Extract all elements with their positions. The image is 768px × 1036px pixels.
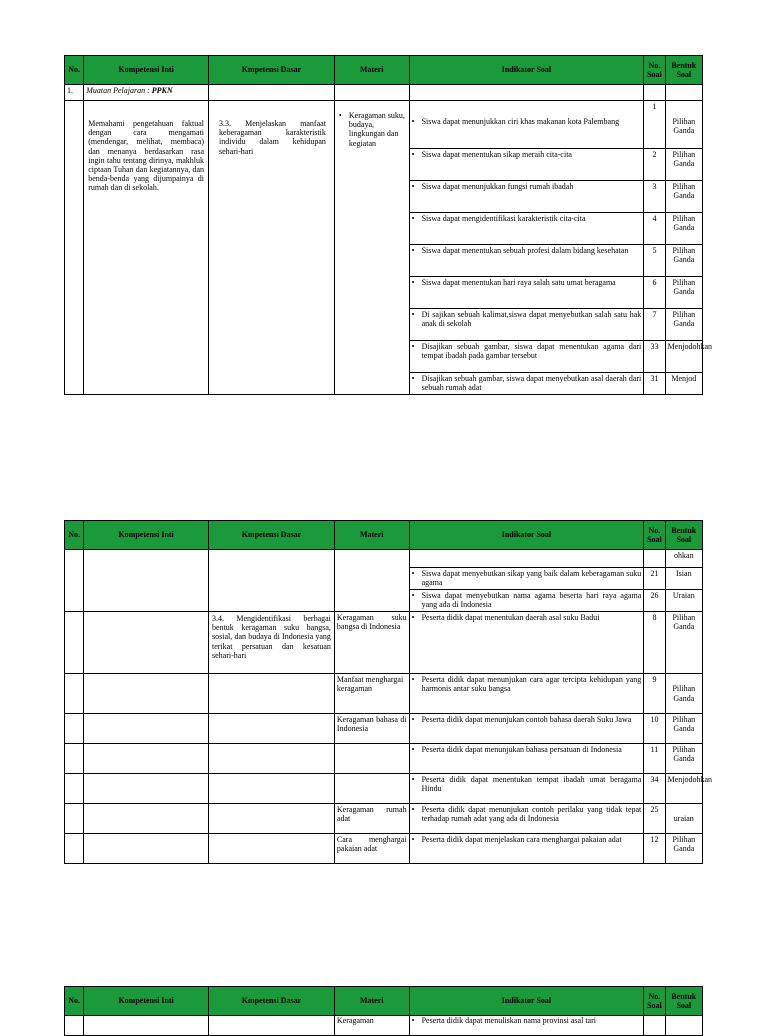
bentuk-soal: Pilihan Ganda (665, 277, 702, 309)
bentuk-soal: Pilihan Ganda (665, 213, 702, 245)
header-materi: Materi (334, 987, 409, 1016)
bentuk-soal: Pilihan Ganda (665, 309, 702, 341)
indikator-cell: • Peserta didik dapat menentukan tempat ibadah umat beragama Hindu (409, 774, 644, 804)
muatan-subject: PPKN (151, 86, 173, 95)
kompetensi-dasar-text: 3.4. Mengidentifikasi berbagai bentuk keragaman suku bangsa, sosial, dan budaya di Indonesia yang terikat persatuan dan kesatuan sehari-hari (209, 612, 335, 674)
table-row (65, 674, 703, 714)
indikator-cell: • Peserta didik dapat menunjukan contoh perilaku yang tidak tepat terhadap rumah adat yang ada di Indonesia (409, 804, 644, 834)
table-row (65, 744, 703, 774)
materi-text: Keragaman bahasa di Indonesia (334, 714, 409, 744)
bentuk-soal: Menjod (665, 373, 702, 395)
no-soal: 31 (644, 373, 665, 395)
indikator-cell: • Peserta didik dapat menentukan daerah asal suku Badui (409, 612, 644, 674)
table-row (65, 101, 703, 149)
header-materi: Materi (334, 56, 409, 85)
bentuk-soal: Pilihan Ganda (665, 101, 702, 149)
header-indikator-soal: Indikator Soal (409, 521, 644, 550)
bentuk-soal: uraian (665, 804, 702, 834)
header-indikator-soal: Indikator Soal (409, 56, 644, 85)
no-soal: 2 (644, 149, 665, 181)
materi-text: Keragaman rumah adat (334, 804, 409, 834)
indikator-cell: • Peserta didik dapat menunjukan contoh bahasa daerah Suku Jawa (409, 714, 644, 744)
no-soal: 6 (644, 277, 665, 309)
bentuk-soal: Pilihan Ganda (665, 181, 702, 213)
table-row (65, 774, 703, 804)
indikator-cell: • Disajikan sebuah gambar, siswa dapat menentukan agama dari tempat ibadah pada gambar tersebut (409, 341, 644, 373)
materi-text: Keragaman suku bangsa di Indonesia (334, 612, 409, 674)
indikator-cell: • Siswa dapat menentukan hari raya salah satu umat beragama (409, 277, 644, 309)
materi-text: Cara menghargai pakaian adat (334, 834, 409, 864)
bentuk-soal: Isian (665, 568, 702, 590)
materi-text (334, 744, 409, 774)
bentuk-soal: Uraian (665, 590, 702, 612)
table-row (65, 612, 703, 674)
header-no: No. (65, 56, 84, 85)
kompetensi-inti-text: Memahami pengetahuan faktual dengan cara mengamati (mendengar, melihat, membaca) dan menanya berdasarkan rasa ingin tahu tentang dirinya, makhluk ciptaan Tuhan dan kegiatannya, dan benda-benda yang dijumpainya di rumah dan di sekolah. (84, 101, 209, 395)
header-no-soal: No. Soal (644, 56, 665, 85)
no-soal: 4 (644, 213, 665, 245)
no-soal: 10 (644, 714, 665, 744)
bentuk-soal: Pilihan Ganda (665, 714, 702, 744)
bentuk-soal: Menjodohkan (665, 774, 702, 804)
no-soal: 9 (644, 674, 665, 714)
table-row (65, 804, 703, 834)
indikator-cell: • Siswa dapat menunjukkan ciri khas makanan kota Palembang (409, 101, 644, 149)
table-row (65, 1016, 703, 1036)
no-soal: 26 (644, 590, 665, 612)
header-kompetensi-inti: Kompetensi Inti (84, 56, 209, 85)
bentuk-soal: Pilihan Ganda (665, 245, 702, 277)
no-soal: 33 (644, 341, 665, 373)
header-no-soal: No. Soal (644, 521, 665, 550)
no-soal: 34 (644, 774, 665, 804)
no-soal: 1 (644, 101, 665, 149)
header-no: No. (65, 987, 84, 1016)
header-no: No. (65, 521, 84, 550)
bentuk-soal: Pilihan Ganda (665, 612, 702, 674)
indikator-cell: • Peserta didik dapat menunjukan cara agar tercipta kehidupan yang harmonis antar suku bangsa (409, 674, 644, 714)
header-kompetensi-inti: Kompetensi Inti (84, 987, 209, 1016)
indikator-cell: • Siswa dapat menunjukkan fungsi rumah ibadah (409, 181, 644, 213)
table-header-row (65, 987, 703, 1016)
kisi-kisi-table-3 (64, 986, 703, 1036)
kompetensi-dasar-text: 3.3. Menjelaskan manfaat keberagaman karakteristik individu dalam kehidupan sehari-hari (209, 101, 335, 395)
no-soal: 8 (644, 612, 665, 674)
materi-item: • Keragaman suku, budaya, lingkungan dan kegiatan (338, 111, 405, 148)
table-row (65, 550, 703, 568)
table-row (65, 714, 703, 744)
materi-text (334, 774, 409, 804)
header-indikator-soal: Indikator Soal (409, 987, 644, 1016)
no-soal: 25 (644, 804, 665, 834)
header-no-soal: No. Soal (644, 987, 665, 1016)
indikator-cell: • Siswa dapat menyebutkan sikap yang baik dalam keberagaman suku agama (409, 568, 644, 590)
header-kompetensi-dasar: Kmpetensi Dasar (209, 56, 335, 85)
muatan-label (84, 85, 209, 101)
indikator-cell: • Siswa dapat menentukan sikap meraih cita-cita (409, 149, 644, 181)
muatan-no: 1. (65, 85, 84, 101)
indikator-cell: • Di sajikan sebuah kalimat,siswa dapat menyebutkan salah satu hak anak di sekolah (409, 309, 644, 341)
table-row (65, 834, 703, 864)
no-soal: 7 (644, 309, 665, 341)
indikator-cell: • Siswa dapat menentukan sebuah profesi dalam bidang kesehatan (409, 245, 644, 277)
table-header-row (65, 521, 703, 550)
header-bentuk-soal: Bentuk Soal (665, 521, 702, 550)
bentuk-soal-continued: ohkan (665, 550, 702, 568)
no-soal: 3 (644, 181, 665, 213)
header-bentuk-soal: Bentuk Soal (665, 987, 702, 1016)
indikator-cell: • Disajikan sebuah gambar, siswa dapat menyebutkan asal daerah dari sebuah rumah adat (409, 373, 644, 395)
materi-cell (334, 101, 409, 395)
no-soal: 11 (644, 744, 665, 774)
header-materi: Materi (334, 521, 409, 550)
bentuk-soal: Pilihan Ganda (665, 149, 702, 181)
bentuk-soal: Pilihan Ganda (665, 674, 702, 714)
materi-text: Keragaman (334, 1016, 409, 1036)
header-kompetensi-dasar: Kmpetensi Dasar (209, 521, 335, 550)
header-kompetensi-inti: Kompetensi Inti (84, 521, 209, 550)
indikator-cell: • Peserta didik dapat menuliskan nama provinsi asal tari (409, 1016, 644, 1036)
muatan-prefix: Muatan Pelajaran : (86, 86, 152, 95)
no-soal: 21 (644, 568, 665, 590)
bentuk-soal: Pilihan Ganda (665, 744, 702, 774)
indikator-cell: • Peserta didik dapat menunjukan bahasa persatuan di Indonesia (409, 744, 644, 774)
indikator-cell: • Siswa dapat mengidentifikasi karakteristik cita-cita (409, 213, 644, 245)
header-bentuk-soal: Bentuk Soal (665, 56, 702, 85)
muatan-row (65, 85, 703, 101)
indikator-cell: • Peserta didik dapat menjelaskan cara menghargai pakaian adat (409, 834, 644, 864)
bentuk-soal: Pilihan Ganda (665, 834, 702, 864)
materi-text: Manfaat menghargai keragaman (334, 674, 409, 714)
bentuk-soal: Menjodohkan (665, 341, 702, 373)
no-soal: 5 (644, 245, 665, 277)
no-soal: 12 (644, 834, 665, 864)
header-kompetensi-dasar: Kmpetensi Dasar (209, 987, 335, 1016)
kisi-kisi-table-2 (64, 520, 713, 864)
indikator-cell: • Siswa dapat menyebutkan nama agama beserta hari raya agama yang ada di Indonesia (409, 590, 644, 612)
kisi-kisi-table-1 (64, 55, 713, 395)
table-header-row (65, 56, 703, 85)
